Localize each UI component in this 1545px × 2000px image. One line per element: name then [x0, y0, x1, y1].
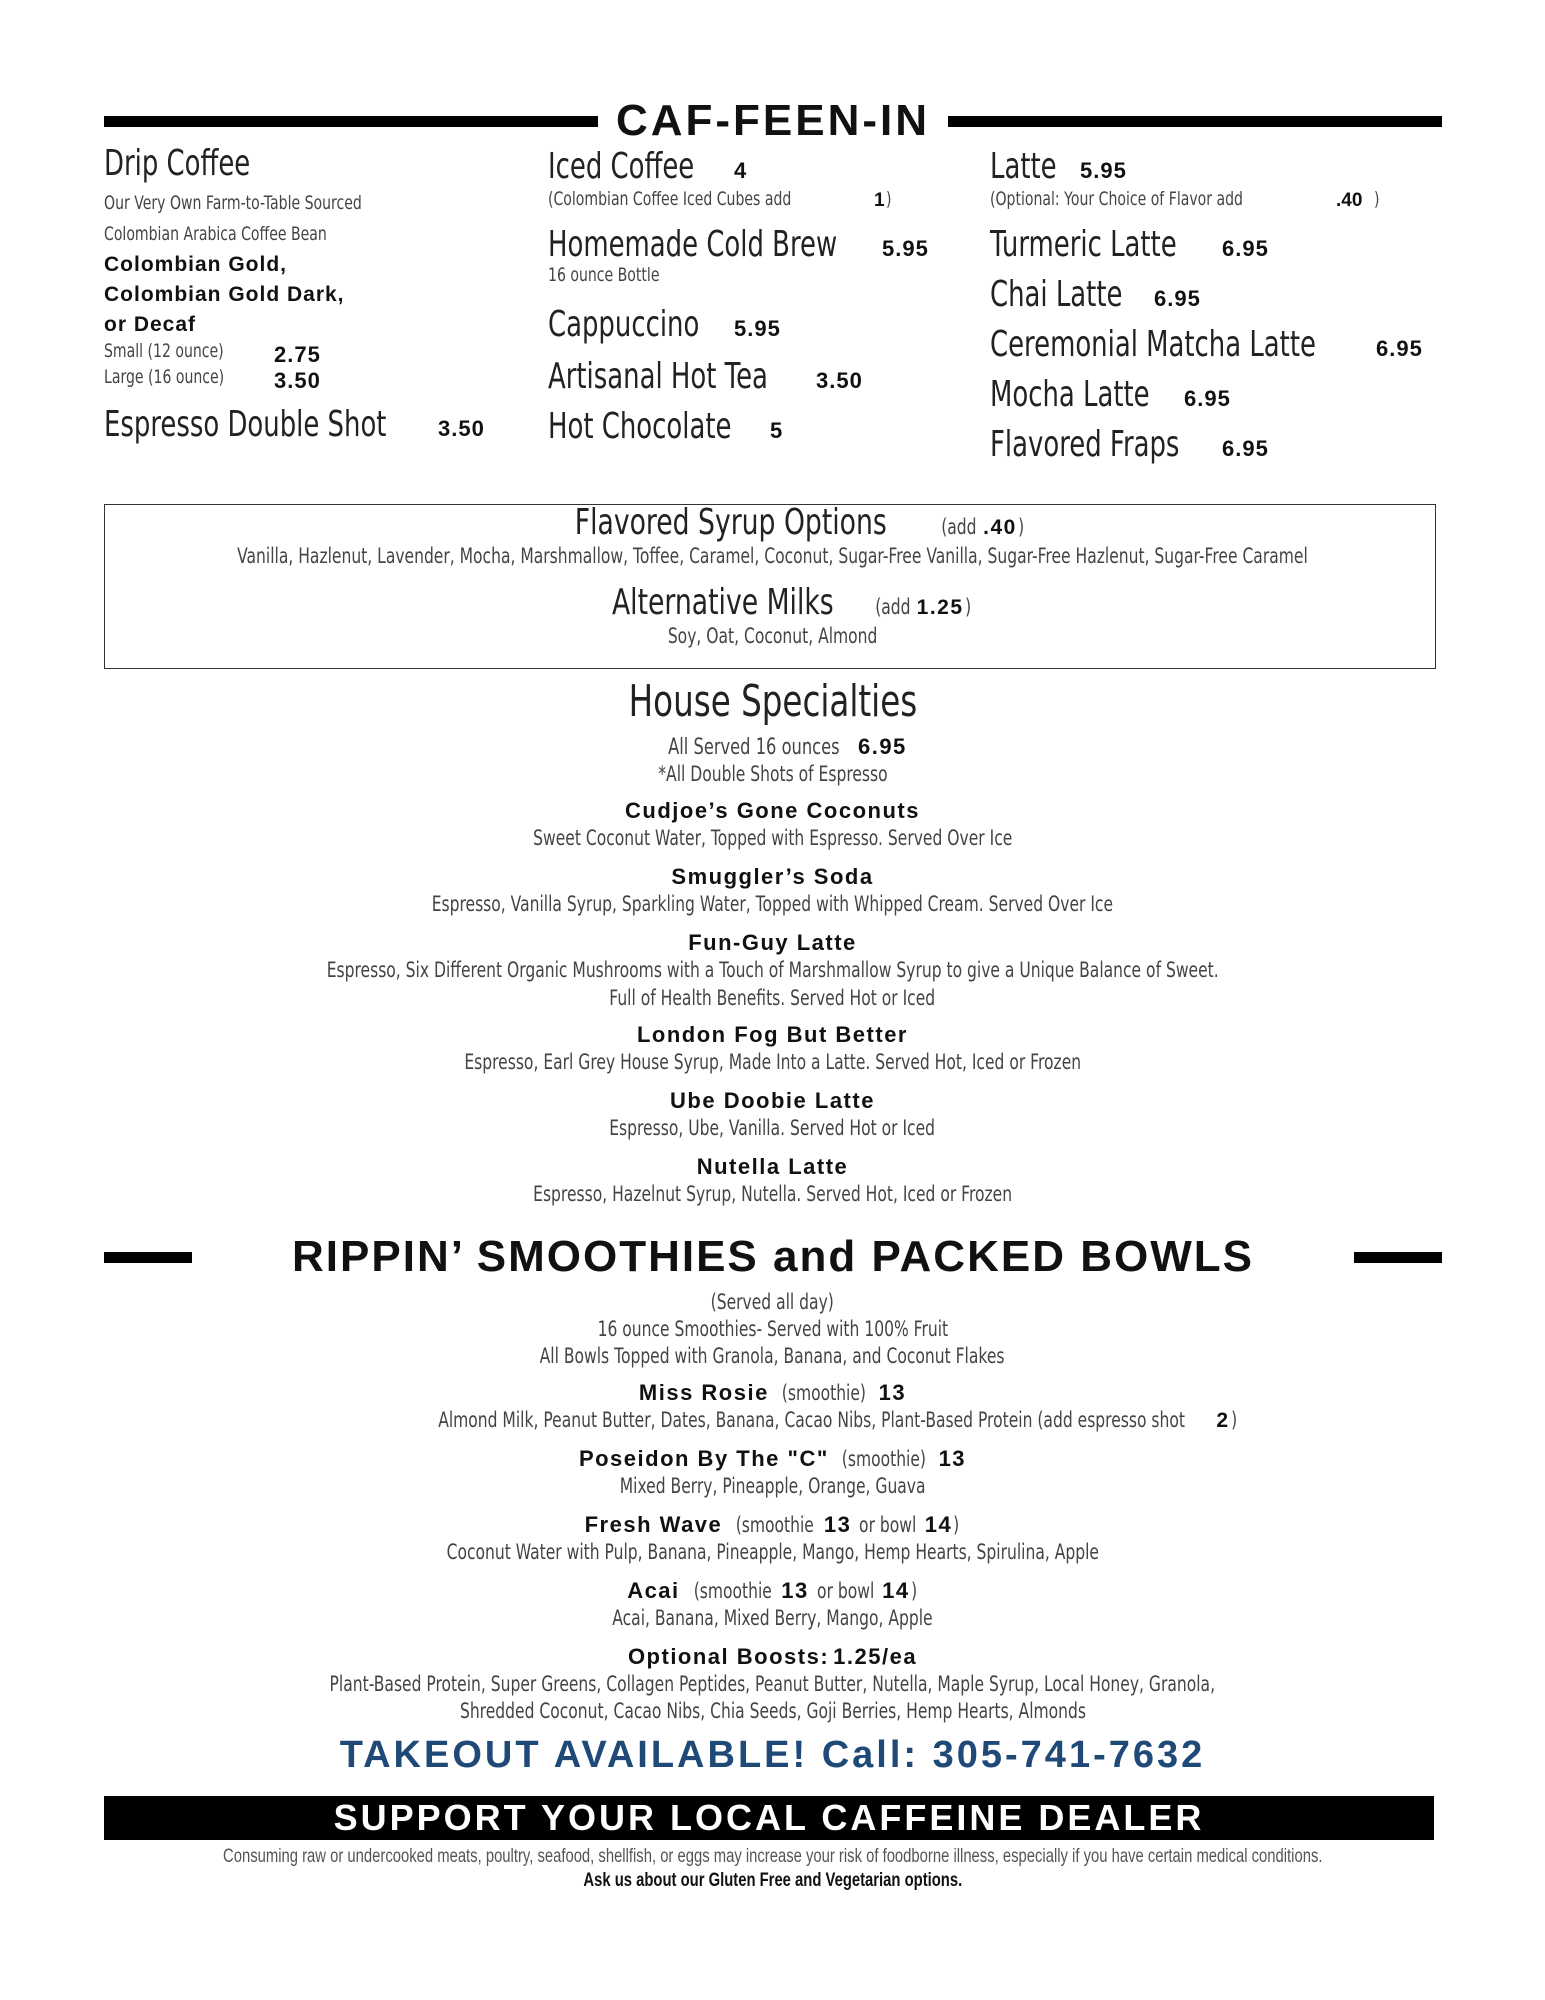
- header-rule-left: [104, 1252, 192, 1263]
- drink-name: Fun-Guy Latte: [688, 930, 857, 955]
- size-small-label: Small (12 ounce): [104, 340, 224, 362]
- item-price: 6.95: [1222, 236, 1269, 261]
- coffee-column-1: [104, 143, 534, 446]
- drink-desc: Espresso, Hazelnut Syrup, Nutella. Served Hot, Iced or Frozen: [533, 1182, 1012, 1206]
- syrup-list: Vanilla, Hazlenut, Lavender, Mocha, Marshmallow, Toffee, Caramel, Coconut, Sugar-Free Vanilla, Sugar-Free Hazlenut, Sugar-Free Caramel: [237, 544, 1308, 568]
- smoothie-price: 13: [781, 1578, 809, 1603]
- specialties-note-line: [0, 762, 1545, 786]
- item-name: Drip Coffee: [104, 143, 251, 184]
- drink-name: Nutella Latte: [696, 1154, 849, 1179]
- specialties-price: 6.95: [857, 734, 907, 759]
- menu-item-hot-chocolate: [548, 406, 968, 448]
- menu-item-cold-brew: [548, 224, 968, 264]
- specialty-drink-name: [0, 1088, 1545, 1114]
- menu-item-drip-coffee: [104, 143, 534, 188]
- smoothie-name: Poseidon By The "C": [578, 1446, 829, 1471]
- smoothie-price: 13: [823, 1512, 852, 1537]
- caffeenin-title: CAF-FEEN-IN: [615, 96, 931, 145]
- item-name: Homemade Cold Brew: [548, 224, 838, 265]
- syrup-price: .40: [983, 516, 1017, 539]
- drip-note-line1: Our Very Own Farm-to-Table Sourced: [104, 192, 362, 214]
- item-name: Espresso Double Shot: [104, 404, 387, 445]
- smoothie-desc-line: [0, 1474, 1545, 1498]
- item-price: 5.95: [734, 316, 781, 341]
- smoothie-item-acai: [0, 1578, 1545, 1604]
- type-close: ): [953, 1513, 960, 1537]
- smoothie-name: Miss Rosie: [638, 1380, 769, 1405]
- smoothie-desc: Coconut Water with Pulp, Banana, Pineapple, Mango, Hemp Hearts, Spirulina, Apple: [446, 1540, 1099, 1564]
- smoothie-price: 13: [878, 1380, 907, 1405]
- item-price: 6.95: [1154, 286, 1201, 311]
- specialty-drink-desc: [0, 986, 1545, 1010]
- disclaimer: [0, 1846, 1545, 1892]
- smoothie-desc: Mixed Berry, Pineapple, Orange, Guava: [619, 1474, 926, 1498]
- size-large-price: 3.50: [274, 368, 321, 393]
- smoothie-desc: Acai, Banana, Mixed Berry, Mango, Apple: [612, 1606, 933, 1630]
- food-safety-disclaimer: Consuming raw or undercooked meats, poultry, seafood, shellfish, or eggs may increase your risk of foodborne illness, especially if you have certain medical conditions.: [222, 1846, 1323, 1867]
- menu-item-cappuccino: [548, 304, 968, 356]
- specialty-drink-desc: [0, 826, 1545, 850]
- item-price: 6.95: [1222, 436, 1269, 461]
- item-name: Mocha Latte: [990, 374, 1150, 415]
- drink-desc: Espresso, Earl Grey House Syrup, Made Into a Latte. Served Hot, Iced or Frozen: [464, 1050, 1081, 1074]
- iced-note-close: ): [886, 188, 892, 210]
- iced-coffee-note: [548, 188, 968, 224]
- boosts-list: Plant-Based Protein, Super Greens, Collagen Peptides, Peanut Butter, Nutella, Maple Syrup, Local Honey, Granola,: [329, 1672, 1216, 1696]
- specialty-drink-name: [0, 1022, 1545, 1048]
- specialties-shots-note: *All Double Shots of Espresso: [657, 762, 888, 786]
- blend-option: Colombian Gold Dark,: [104, 283, 345, 306]
- drink-name: Ube Doobie Latte: [670, 1088, 875, 1113]
- type-close: ): [910, 1579, 917, 1603]
- drink-desc: Espresso, Ube, Vanilla. Served Hot or Iced: [609, 1116, 936, 1140]
- smoothies-title: RIPPIN’ SMOOTHIES and PACKED BOWLS: [292, 1232, 1254, 1281]
- menu-item-matcha-latte: [990, 324, 1450, 374]
- support-banner: SUPPORT YOUR LOCAL CAFFEINE DEALER: [104, 1796, 1434, 1840]
- blend-option: Colombian Gold,: [104, 253, 287, 276]
- smoothie-type: (smoothie: [736, 1513, 815, 1537]
- specialties-title-line: [0, 676, 1545, 727]
- latte-note: [990, 188, 1450, 224]
- item-name: Cappuccino: [548, 304, 700, 345]
- smoothie-desc-line: [0, 1540, 1545, 1564]
- drink-name: Smuggler’s Soda: [671, 864, 874, 889]
- drink-name: London Fog But Better: [636, 1022, 908, 1047]
- smoothie-desc: Almond Milk, Peanut Butter, Dates, Banana, Cacao Nibs, Plant-Based Protein (add espresso shot: [438, 1408, 1186, 1432]
- specialty-drink-name: [0, 930, 1545, 956]
- menu-item-mocha-latte: [990, 374, 1450, 424]
- menu-item-flavored-fraps: [990, 424, 1450, 466]
- menu-item-iced-coffee: [548, 146, 968, 188]
- milk-price: 1.25: [916, 596, 964, 619]
- milk-list-line: [0, 624, 1545, 648]
- specialty-drink-desc: [0, 892, 1545, 916]
- size-small-price: 2.75: [274, 342, 321, 367]
- menu-item-latte: [990, 146, 1450, 188]
- item-price: 6.95: [1376, 336, 1423, 361]
- menu-item-chai-latte: [990, 274, 1450, 324]
- specialty-drink-name: [0, 798, 1545, 824]
- item-price: 5.95: [1080, 158, 1127, 183]
- takeout-callout: TAKEOUT AVAILABLE! Call: 305-741-7632: [339, 1734, 1206, 1776]
- coffee-column-2: [548, 146, 968, 448]
- item-name: Iced Coffee: [548, 146, 695, 187]
- espresso-shot-price: 2: [1216, 1409, 1230, 1432]
- desc-close: ): [1230, 1408, 1237, 1432]
- header-rule-left: [104, 116, 598, 127]
- boosts-price: 1.25/ea: [833, 1644, 918, 1669]
- header-rule-right: [948, 116, 1442, 127]
- specialty-drink-desc: [0, 1182, 1545, 1206]
- drink-desc: Espresso, Six Different Organic Mushrooms with a Touch of Marshmallow Syrup to give a Unique Balance of Sweet.: [326, 958, 1219, 982]
- item-price: 4: [734, 158, 748, 183]
- milk-title-line: [0, 582, 1545, 623]
- specialties-served: All Served 16 ounces: [668, 735, 840, 760]
- item-name: Chai Latte: [990, 274, 1123, 315]
- milk-add-label: (add: [875, 595, 911, 619]
- cold-brew-note: 16 ounce Bottle: [548, 264, 660, 286]
- drink-name: Cudjoe’s Gone Coconuts: [625, 798, 920, 823]
- boosts-list-line: [0, 1699, 1545, 1723]
- syrup-list-line: [0, 544, 1545, 568]
- milk-list: Soy, Oat, Coconut, Almond: [667, 624, 878, 648]
- syrup-title-line: [0, 502, 1545, 543]
- item-name: Latte: [990, 146, 1057, 187]
- smoothie-type: (smoothie): [781, 1381, 866, 1405]
- bowl-price: 14: [924, 1512, 953, 1537]
- smoothie-item-poseidon: [0, 1446, 1545, 1472]
- smoothies-served-line: [0, 1290, 1545, 1314]
- latte-note-price: .40: [1336, 190, 1363, 211]
- milk-title: Alternative Milks: [612, 582, 834, 623]
- item-price: 3.50: [438, 416, 485, 441]
- size-small-row: [104, 340, 534, 366]
- boosts-label: Optional Boosts:: [627, 1644, 830, 1669]
- smoothie-item-miss-rosie: [0, 1380, 1545, 1406]
- drink-desc: Sweet Coconut Water, Topped with Espresso. Served Over Ice: [532, 826, 1013, 850]
- caffeenin-header: [104, 96, 1442, 146]
- bowl-type: or bowl: [816, 1579, 875, 1603]
- smoothie-type: (smoothie): [841, 1447, 926, 1471]
- menu-item-espresso-double-shot: [104, 404, 534, 446]
- item-price: 5: [770, 418, 784, 443]
- bowl-type: or bowl: [859, 1513, 917, 1537]
- specialties-served-line: [0, 734, 1545, 760]
- item-price: 3.50: [816, 368, 863, 393]
- syrup-add-label: (add: [941, 515, 977, 539]
- smoothie-type: (smoothie: [693, 1579, 772, 1603]
- bowl-price: 14: [882, 1578, 910, 1603]
- smoothie-item-fresh-wave: [0, 1512, 1545, 1538]
- menu-item-turmeric-latte: [990, 224, 1450, 274]
- smoothies-header: [104, 1232, 1442, 1282]
- dietary-options-note: Ask us about our Gluten Free and Vegetarian options.: [583, 1870, 962, 1891]
- boosts-line: [0, 1644, 1545, 1670]
- syrup-title: Flavored Syrup Options: [574, 502, 887, 543]
- syrup-close: ): [1017, 515, 1025, 539]
- smoothie-name: Acai: [627, 1578, 680, 1603]
- latte-note-close: ): [1374, 188, 1380, 210]
- smoothies-note-line: [0, 1344, 1545, 1368]
- menu-item-hot-tea: [548, 356, 968, 406]
- boosts-list-line: [0, 1672, 1545, 1696]
- coffee-column-3: [990, 146, 1450, 466]
- latte-note-text: (Optional: Your Choice of Flavor add: [990, 188, 1243, 210]
- item-name: Flavored Fraps: [990, 424, 1180, 465]
- specialty-drink-desc: [0, 958, 1545, 982]
- item-price: 6.95: [1184, 386, 1231, 411]
- drink-desc: Espresso, Vanilla Syrup, Sparkling Water, Topped with Whipped Cream. Served Over Ice: [431, 892, 1114, 916]
- smoothies-note2: All Bowls Topped with Granola, Banana, and Coconut Flakes: [540, 1344, 1005, 1368]
- smoothie-price: 13: [938, 1446, 967, 1471]
- smoothies-note1: 16 ounce Smoothies- Served with 100% Fruit: [597, 1317, 948, 1341]
- iced-note-price: 1: [874, 190, 885, 211]
- item-name: Ceremonial Matcha Latte: [990, 324, 1316, 365]
- specialty-drink-name: [0, 864, 1545, 890]
- size-large-label: Large (16 ounce): [104, 366, 225, 388]
- item-name: Turmeric Latte: [990, 224, 1177, 265]
- item-name: Hot Chocolate: [548, 406, 732, 447]
- smoothie-desc-line: [0, 1606, 1545, 1630]
- boosts-list: Shredded Coconut, Cacao Nibs, Chia Seeds, Goji Berries, Hemp Hearts, Almonds: [459, 1699, 1086, 1723]
- smoothie-desc-line: [0, 1408, 1545, 1433]
- specialty-drink-desc: [0, 1116, 1545, 1140]
- header-rule-right: [1354, 1252, 1442, 1263]
- blend-option: or Decaf: [104, 313, 197, 336]
- smoothies-served: (Served all day): [710, 1290, 835, 1314]
- item-price: 5.95: [882, 236, 929, 261]
- size-large-row: [104, 366, 534, 404]
- item-name: Artisanal Hot Tea: [548, 356, 768, 397]
- specialty-drink-desc: [0, 1050, 1545, 1074]
- specialties-title: House Specialties: [628, 676, 917, 727]
- specialty-drink-name: [0, 1154, 1545, 1180]
- drip-note-line2: Colombian Arabica Coffee Bean: [104, 223, 327, 245]
- smoothie-name: Fresh Wave: [584, 1512, 723, 1537]
- drink-desc: Full of Health Benefits. Served Hot or Iced: [609, 986, 936, 1010]
- smoothies-note-line: [0, 1317, 1545, 1341]
- iced-note-text: (Colombian Coffee Iced Cubes add: [548, 188, 792, 210]
- milk-close: ): [964, 595, 971, 619]
